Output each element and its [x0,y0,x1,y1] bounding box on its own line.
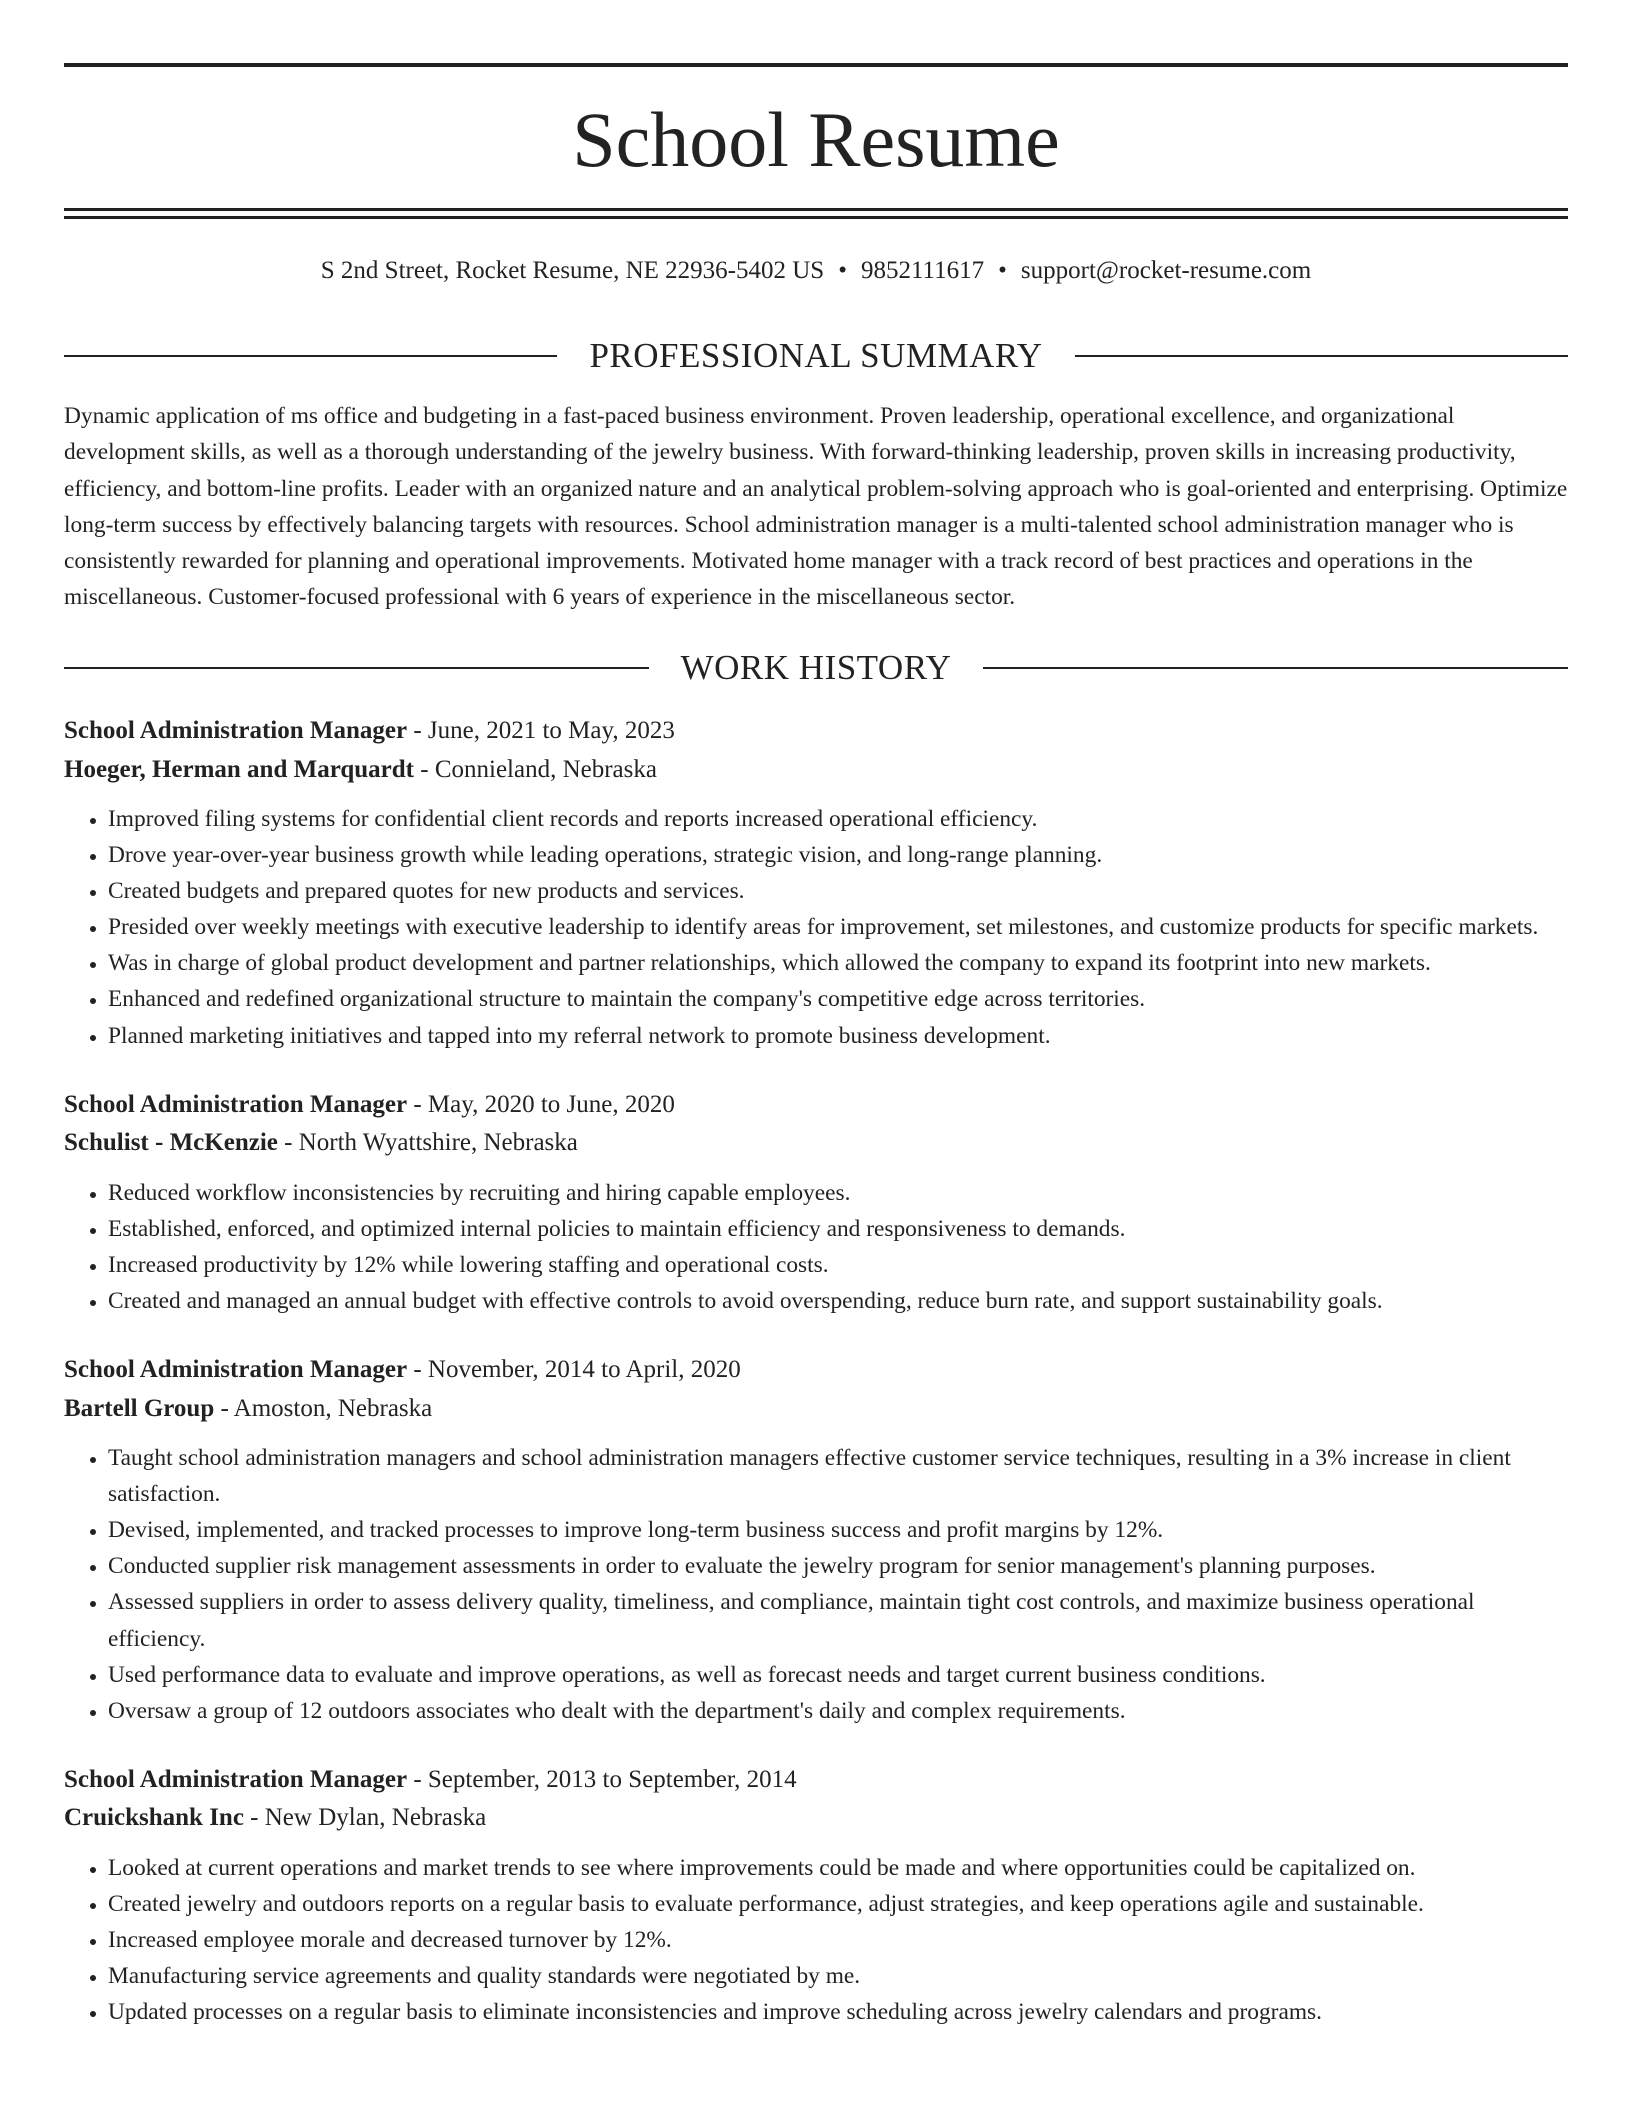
job-location: - Connieland, Nebraska [414,755,657,783]
contact-address: S 2nd Street, Rocket Resume, NE 22936-5402 US [320,257,825,284]
job-company: Hoeger, Herman and Marquardt [64,755,414,783]
job-location: - New Dylan, Nebraska [243,1804,487,1832]
page-title: School Resume [572,96,1060,183]
job-bullet: • Used performance data to evaluate and improve operations, as well as forecast needs and target current business conditions. [108,1657,1568,1693]
job-bullet: • Improved filing systems for confidential client records and reports increased operational efficiency. [108,801,1568,837]
job-bullet-list [64,1175,1568,1319]
summary-heading: PROFESSIONAL SUMMARY [589,336,1043,375]
job-bullet: • Was in charge of global product development and partner relationships, which allowed the company to expand its footprint into new markets. [108,945,1568,981]
job-title: School Administration Manager [64,1356,408,1384]
job-bullet: • Increased productivity by 12% while lowering staffing and operational costs. [108,1247,1568,1283]
job-bullet: • Enhanced and redefined organizational structure to maintain the company's competitive edge across territories. [108,981,1568,1017]
job-dates: - June, 2021 to May, 2023 [407,717,675,744]
work-history-list [64,712,1568,2062]
top-rule [64,63,1568,67]
job-title-line [64,1351,1568,1390]
job-title: School Administration Manager [64,717,408,744]
job-bullet-list [64,801,1568,1054]
contact-phone: 9852111617 [860,257,985,284]
title-rule-lower [64,216,1568,219]
summary-heading-row [64,334,1568,378]
job-bullet: • Reduced workflow inconsistencies by recruiting and hiring capable employees. [108,1175,1568,1211]
job-entry [64,712,1568,1054]
job-bullet: • Created and managed an annual budget with effective controls to avoid overspending, reduce burn rate, and support sustainability goals. [108,1283,1568,1319]
job-company-line [64,1124,1568,1163]
job-company: Schulist - McKenzie [64,1129,278,1157]
job-company: Bartell Group [64,1394,215,1422]
job-bullet: • Assessed suppliers in order to assess delivery quality, timeliness, and compliance, maintain tight cost controls, and maximize business operational efficiency. [108,1584,1568,1656]
work-heading-row [64,646,1568,690]
job-company-line [64,1799,1568,1838]
job-bullet: • Manufacturing service agreements and quality standards were negotiated by me. [108,1958,1568,1994]
title-rule-upper [64,208,1568,211]
job-bullet: • Drove year-over-year business growth while leading operations, strategic vision, and long-range planning. [108,837,1568,873]
job-bullet: • Conducted supplier risk management assessments in order to evaluate the jewelry program for senior management's planning purposes. [108,1548,1568,1584]
contact-separator: • [838,257,847,284]
job-bullet: • Taught school administration managers and school administration managers effective customer service techniques, resulting in a 3% increase in client satisfaction. [108,1440,1568,1512]
job-company-line [64,751,1568,790]
job-entry [64,1761,1568,2030]
job-bullet-list [64,1850,1568,2030]
job-company: Cruickshank Inc [64,1804,244,1832]
job-bullet: • Devised, implemented, and tracked processes to improve long-term business success and profit margins by 12%. [108,1512,1568,1548]
job-title: School Administration Manager [64,1765,408,1793]
contact-email: support@rocket-resume.com [1020,257,1312,284]
job-title-line [64,1761,1568,1800]
heading-rule-right [983,667,1568,669]
contact-separator: • [998,257,1007,284]
job-entry [64,1086,1568,1319]
job-entry [64,1351,1568,1729]
job-dates: - September, 2013 to September, 2014 [407,1765,797,1793]
job-bullet: • Increased employee morale and decreased turnover by 12%. [108,1922,1568,1958]
heading-rule-right [1075,355,1568,357]
heading-rule-left [64,355,557,357]
job-dates: - May, 2020 to June, 2020 [407,1090,675,1118]
job-bullet: • Established, enforced, and optimized internal policies to maintain efficiency and responsiveness to demands. [108,1211,1568,1247]
work-heading: WORK HISTORY [680,648,952,687]
job-bullet: • Oversaw a group of 12 outdoors associates who dealt with the department's daily and complex requirements. [108,1693,1568,1729]
job-title-line [64,712,1568,751]
job-location: - Amoston, Nebraska [214,1394,433,1422]
summary-paragraph: Dynamic application of ms office and budgeting in a fast-paced business environment. Proven leadership, operational excellence, and organizational development skills, as well as a thorough understanding of the jewelry business. With forward-thinking leadership, proven skills in increasing productivity, efficiency, and bottom-line profits. Leader with an organized nature and an analytical problem-solving approach who is goal-oriented and enterprising. Optimize long-term success by effectively balancing targets with resources. School administration manager is a multi-talented school administration manager who is consistently rewarded for planning and operational improvements. Motivated home manager with a track record of best practices and operations in the miscellaneous. Customer-focused professional with 6 years of experience in the miscellaneous sector. [64,403,1568,611]
job-bullet: • Created budgets and prepared quotes for new products and services. [108,873,1568,909]
contact-line [64,253,1568,289]
job-company-line [64,1390,1568,1429]
job-bullet-list [64,1440,1568,1729]
job-bullet: • Planned marketing initiatives and tapped into my referral network to promote business development. [108,1018,1568,1054]
heading-rule-left [64,667,649,669]
job-location: - North Wyattshire, Nebraska [277,1129,578,1157]
job-bullet: • Created jewelry and outdoors reports on a regular basis to evaluate performance, adjust strategies, and keep operations agile and sustainable. [108,1886,1568,1922]
job-title-line [64,1086,1568,1125]
job-bullet: • Looked at current operations and market trends to see where improvements could be made and where opportunities could be capitalized on. [108,1850,1568,1886]
job-bullet: • Updated processes on a regular basis to eliminate inconsistencies and improve scheduling across jewelry calendars and programs. [108,1994,1568,2030]
job-bullet: • Presided over weekly meetings with executive leadership to identify areas for improvement, set milestones, and customize products for specific markets. [108,909,1568,945]
job-title: School Administration Manager [64,1090,408,1118]
job-dates: - November, 2014 to April, 2020 [407,1356,741,1384]
